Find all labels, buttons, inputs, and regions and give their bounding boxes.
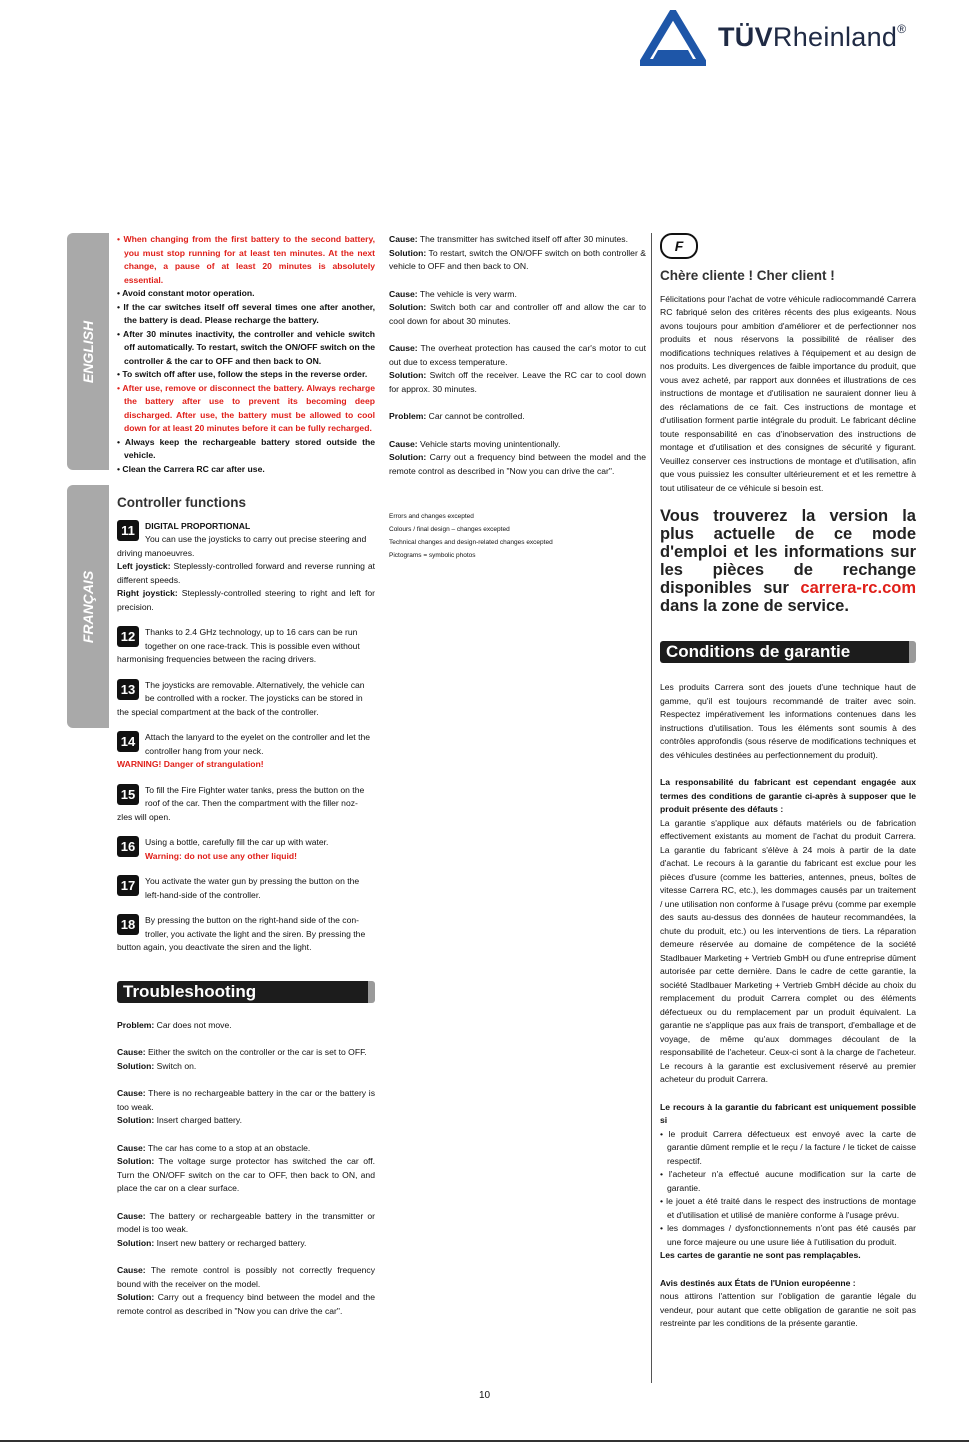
ts-text: Switch on. xyxy=(154,1060,197,1071)
ts-label: Cause: xyxy=(117,1210,146,1221)
ts-label: Solution: xyxy=(117,1115,155,1125)
ts-solution xyxy=(389,301,646,328)
ts-label: Problem: xyxy=(389,411,427,421)
bullet-item: • Clean the Carrera RC car after use. xyxy=(117,463,265,474)
function-15: 15 To fill the Fire Fighter water tanks, press the button on the roof of the car. Then the compartment with the filler noz- zles will open. xyxy=(117,784,365,822)
carrera-website-link[interactable]: carrera-rc.com xyxy=(800,579,916,597)
disclaimer-line: Pictograms = symbolic photos xyxy=(389,552,476,559)
ts-label: Solution: xyxy=(389,452,427,462)
intro-paragraph: Félicitations pour l'achat de votre véhicule radiocommandé Carrera RC fabriqué selon des critères récents des plus exigeants. Nous avons toujours pour ambition d'améliorer et de perfectionner nos produits et nous réservons la possibilité de réaliser des modifications techniques relatives à l'équipement et au design de nos produits. Les divergences de faible importance du produit, que vous avez acheté, par rapport aux données et illustrations de ces instructions de montage et d'utilisation ne sauraient donner lieu à des réclamations de ce fait. Ces instructions de montage et d'utilisation forment partie intégrale du produit. Le fabricant décline toute responsabilité en cas d'inobservation des instructions de montage et d'utilisation et des consignes de sécurité y figurant. Veuillez conserver ces instructions de montage et d'utilisation, afin que vous puissiez les consulter ultérieurement et et les remettre à tout utilisateur de ce véhicule si besoin est. xyxy=(660,293,916,493)
ts-label: Solution: xyxy=(117,1237,155,1248)
warranty-liability-heading: La responsabilité du fabricant est cependant engagée aux termes des conditions de garantie ci-après à supposer que le produit présente des défauts : xyxy=(660,777,916,814)
ts-label: Cause: xyxy=(389,438,418,449)
ts-text: Insert charged battery. xyxy=(154,1115,242,1125)
language-tab-english[interactable]: ENGLISH xyxy=(67,233,109,470)
liquid-warning: Warning: do not use any other liquid! xyxy=(145,850,297,861)
ts-text: Vehicle starts moving unintentionally. xyxy=(417,438,561,449)
page-number: 10 xyxy=(478,1390,491,1401)
ts-text: The overheat protection has caused the car's motor to cut out due to excess temperature. xyxy=(389,343,646,367)
ts-text: Car does not move. xyxy=(154,1019,232,1030)
ts-text: The voltage surge protector has switched the car off. Turn the ON/OFF switch on the car to OFF, then back to ON, and place the car on a clear surface. xyxy=(117,1156,375,1193)
ts-label: Cause: xyxy=(117,1265,146,1275)
french-column xyxy=(660,233,916,1331)
function-12: 12 Thanks to 2.4 GHz technology, up to 16 cars can be run together on one race-track. This is possible even without harmonising frequencies between the racing drivers. xyxy=(117,627,360,664)
ts-cause xyxy=(117,1210,375,1237)
troubleshooting-item xyxy=(389,342,646,396)
warranty-paragraph-1: Les produits Carrera sont des jouets d'une technique haut de gamme, qu'il est toujours recommandé de traiter avec soin. Respectez impérativement les informations contenues dans les instructions d'utilisation. Tous les éléments sont soumis à des contrôles approfondis (sous réserve de modifications techniques et des véhicules destinées au perfectionnement du produit). xyxy=(660,682,916,760)
controller-functions-title: Controller functions xyxy=(117,495,246,510)
warranty-condition-item: • le produit Carrera défectueux est envoyé avec la carte de garantie dûment remplie et le reçu / la facture / le ticket de caisse respectif. xyxy=(660,1128,916,1166)
function-17: 17 You activate the water gun by pressing the button on the left-hand-side of the controller. xyxy=(117,875,375,902)
warranty-heading: Conditions de garantie xyxy=(660,641,916,663)
language-tab-francais[interactable]: FRANÇAIS xyxy=(67,485,109,728)
english-column-left xyxy=(117,233,375,1332)
ts-solution xyxy=(117,1155,375,1196)
troubleshooting-list-continued xyxy=(389,233,646,478)
ts-solution xyxy=(117,1291,375,1318)
strangulation-warning: WARNING! Danger of strangulation! xyxy=(117,759,264,769)
bullet-item: • When changing from the first battery to the second battery, you must stop running for at least ten minutes. At the next change, a pause of at least 20 minutes is absolutely essential. xyxy=(117,234,375,285)
greeting-heading: Chère cliente ! Cher client ! xyxy=(660,268,835,283)
ts-label: Cause: xyxy=(389,234,418,244)
bullet-item: • If the car switches itself off several times one after another, the battery is dead. Please recharge the battery. xyxy=(117,301,375,325)
ts-text: Switch off the receiver. Leave the RC car to cool down for approx. 30 minutes. xyxy=(389,370,646,394)
ts-text: Carry out a frequency bind between the model and the remote control as described in "Now you can drive the car". xyxy=(117,1292,375,1316)
website-notice: Vous trouverez la version la plus actuelle de ce mode d'emploi et les informations sur les pièces de rechange disponibles sur carrera-rc.com dans la zone de service. xyxy=(660,507,916,615)
tuv-triangle-icon xyxy=(640,10,706,66)
french-flag-badge: F xyxy=(660,233,698,259)
ts-text: To restart, switch the ON/OFF switch on both controller & vehicle to OFF and then back to ON. xyxy=(389,247,646,271)
ts-cause xyxy=(117,1087,375,1114)
bullet-item: • After 30 minutes inactivity, the controller and vehicle switch off automatically. To restart, switch the ON/OFF switch on the controller & the car to OFF and then back to ON. xyxy=(117,328,375,366)
warranty-conditions-heading: Le recours à la garantie du fabricant est uniquement possible si xyxy=(660,1101,916,1125)
troubleshooting-item xyxy=(389,233,646,274)
bottom-rule xyxy=(0,1440,969,1442)
troubleshooting-item xyxy=(117,1046,375,1073)
ts-cause xyxy=(389,288,646,302)
logo-wordmark: TÜVRheinland® xyxy=(718,22,907,52)
warranty-cards-note: Les cartes de garantie ne sont pas remplaçables. xyxy=(660,1250,861,1260)
troubleshooting-item xyxy=(117,1264,375,1318)
troubleshooting-list xyxy=(117,1019,375,1319)
ts-text: The remote control is possibly not correctly frequency bound with the receiver on the model. xyxy=(117,1265,375,1289)
function-14: 14 Attach the lanyard to the eyelet on the controller and let the controller hang from your neck. WARNING! Danger of strangulation! xyxy=(117,731,375,772)
warranty-conditions-list xyxy=(660,1128,916,1250)
troubleshooting-item xyxy=(389,410,646,424)
ts-text: Switch both car and controller off and allow the car to cool down for about 30 minutes. xyxy=(389,302,646,326)
function-13: 13 The joysticks are removable. Alternatively, the vehicle can be controlled with a rocker. The joysticks can be stored in the special compartment at the back of the controller. xyxy=(117,679,365,717)
english-column-right xyxy=(389,233,646,562)
bullet-item: • After use, remove or disconnect the battery. Always recharge the battery after use to prevent its becoming deep discharged. After use, the battery must be allowed to cool down for at least 20 minutes before it can be fully recharged. xyxy=(117,382,375,433)
ts-cause xyxy=(389,342,646,369)
ts-cause xyxy=(389,438,646,452)
ts-cause xyxy=(117,1264,375,1291)
troubleshooting-item xyxy=(117,1142,375,1196)
ts-text: The vehicle is very warm. xyxy=(417,288,517,299)
troubleshooting-item xyxy=(117,1019,375,1033)
ts-label: Cause: xyxy=(117,1047,146,1057)
ts-text: Car cannot be controlled. xyxy=(426,411,525,421)
battery-notes-list xyxy=(117,233,375,476)
bullet-item: • To switch off after use, follow the steps in the reverse order. xyxy=(117,369,368,379)
warranty-paragraph-2: La garantie s'applique aux défauts matériels ou de fabrication effectivement existants au moment de l'achat du produit Carrera. La garantie du fabricant s'élève à 24 mois à partir de la date d'achat. Le recours à la garantie du fabricant est exclue pour les pièces d'usure (comme les batteries, antennes, pneus, boîtes de vitesse Carrera RC, etc.), les dommages causés par un traitement / une utilisation non conforme à l'usage prévu (comme par exemple des sauts au-dessus des données de hauteur recommandées, la chute du produit, etc.) ou les interventions de tiers. La réparation demeure réservée au domaine de compétence de la société Stadlbauer Marketing + Vertrieb GmbH ou d'une entreprise dûment autorisée par cette dernière. Dans le cadre de cette garantie, la société Stadlbauer Marketing + Vertrieb GmbH décide au choix du remplacement du produit Carrera complet ou des éléments défectueux ou du remplacement par un produit équivalent. La garantie ne s'applique pas aux frais de transport, d'emballage et de voyage, de même qu'aux dommages découlant de la responsabilité de l'acheteur. Ceux-ci sont à la charge de l'acheteur. Le recours à la garantie est exclusivement réservé au premier acheteur du produit Carrera. xyxy=(660,817,916,1084)
ts-cause xyxy=(117,1046,375,1060)
ts-label: Solution: xyxy=(117,1156,155,1166)
ts-cause xyxy=(389,410,646,424)
ts-label: Cause: xyxy=(389,288,418,299)
troubleshooting-heading: Troubleshooting xyxy=(117,981,375,1003)
ts-label: Solution: xyxy=(389,247,427,258)
warranty-condition-item: • l'acheteur n'a effectué aucune modification sur la carte de garantie. xyxy=(660,1169,916,1193)
ts-label: Solution: xyxy=(117,1060,155,1071)
ts-text: The car has come to a stop at an obstacle. xyxy=(145,1142,311,1153)
troubleshooting-item xyxy=(117,1087,375,1128)
bullet-item: • Always keep the rechargeable battery stored outside the vehicle. xyxy=(117,436,375,460)
ts-solution xyxy=(389,247,646,274)
eu-notice-heading: Avis destinés aux États de l'Union européenne : xyxy=(660,1277,856,1288)
ts-solution xyxy=(117,1237,375,1251)
function-16: 16 Using a bottle, carefully fill the car up with water. Warning: do not use any other liquid! xyxy=(117,836,375,863)
disclaimer-line: Errors and changes excepted xyxy=(389,513,474,520)
tuv-rheinland-logo xyxy=(640,10,950,66)
ts-label: Problem: xyxy=(117,1019,155,1030)
warranty-condition-item: • le jouet a été traité dans le respect des instructions de montage et d'utilisation et utilisé de manière conforme à l'usage prévu. xyxy=(660,1196,916,1220)
ts-label: Cause: xyxy=(117,1142,146,1153)
ts-solution xyxy=(117,1060,375,1074)
ts-cause xyxy=(117,1142,375,1156)
ts-text: There is no rechargeable battery in the car or the battery is too weak. xyxy=(117,1088,375,1112)
column-divider xyxy=(651,233,652,1383)
ts-label: Solution: xyxy=(389,370,427,380)
step-number-badge: 11 xyxy=(117,520,139,541)
disclaimer-notes xyxy=(389,510,646,562)
function-18: 18 By pressing the button on the right-hand side of the con- troller, you activate the light and the siren. By pressing the button again, you deactivate the siren and the light. xyxy=(117,915,366,952)
troubleshooting-item xyxy=(389,288,646,329)
ts-text: Carry out a frequency bind between the model and the remote control as described in "Now you can drive the car". xyxy=(389,452,646,476)
troubleshooting-item xyxy=(117,1210,375,1251)
ts-solution xyxy=(117,1114,375,1128)
ts-label: Solution: xyxy=(117,1292,155,1302)
ts-label: Cause: xyxy=(117,1088,146,1098)
ts-cause xyxy=(389,233,646,247)
disclaimer-line: Colours / final design – changes excepted xyxy=(389,526,510,533)
ts-solution xyxy=(389,451,646,478)
ts-cause xyxy=(117,1019,375,1033)
troubleshooting-item xyxy=(389,438,646,479)
disclaimer-line: Technical changes and design-related changes excepted xyxy=(389,539,553,546)
ts-text: The battery or rechargeable battery in the transmitter or model is too weak. xyxy=(117,1210,375,1234)
bullet-item: • Avoid constant motor operation. xyxy=(117,288,255,298)
ts-solution xyxy=(389,369,646,396)
warranty-condition-item: • les dommages / dysfonctionnements n'ont pas été causés par une force majeure ou une usure liée à l'utilisation du produit. xyxy=(660,1223,916,1247)
eu-notice-text: nous attirons l'attention sur l'obligation de garantie légale du vendeur, pour autant que cette obligation de garantie ne soit pas restreinte par les conditions de la présente garantie. xyxy=(660,1291,916,1328)
ts-label: Cause: xyxy=(389,343,418,353)
ts-label: Solution: xyxy=(389,302,427,312)
ts-text: The transmitter has switched itself off after 30 minutes. xyxy=(417,234,628,244)
function-11: 11 DIGITAL PROPORTIONAL You can use the joysticks to carry out precise steering and driving manoeuvres. Left joystick: Steplessly-controlled forward and reverse running at different speeds. Right joystick: Steplessly-controlled steering to right and left for precision. xyxy=(117,520,375,612)
ts-text: Insert new battery or recharged battery. xyxy=(154,1237,307,1248)
ts-text: Either the switch on the controller or the car is set to OFF. xyxy=(145,1047,367,1057)
